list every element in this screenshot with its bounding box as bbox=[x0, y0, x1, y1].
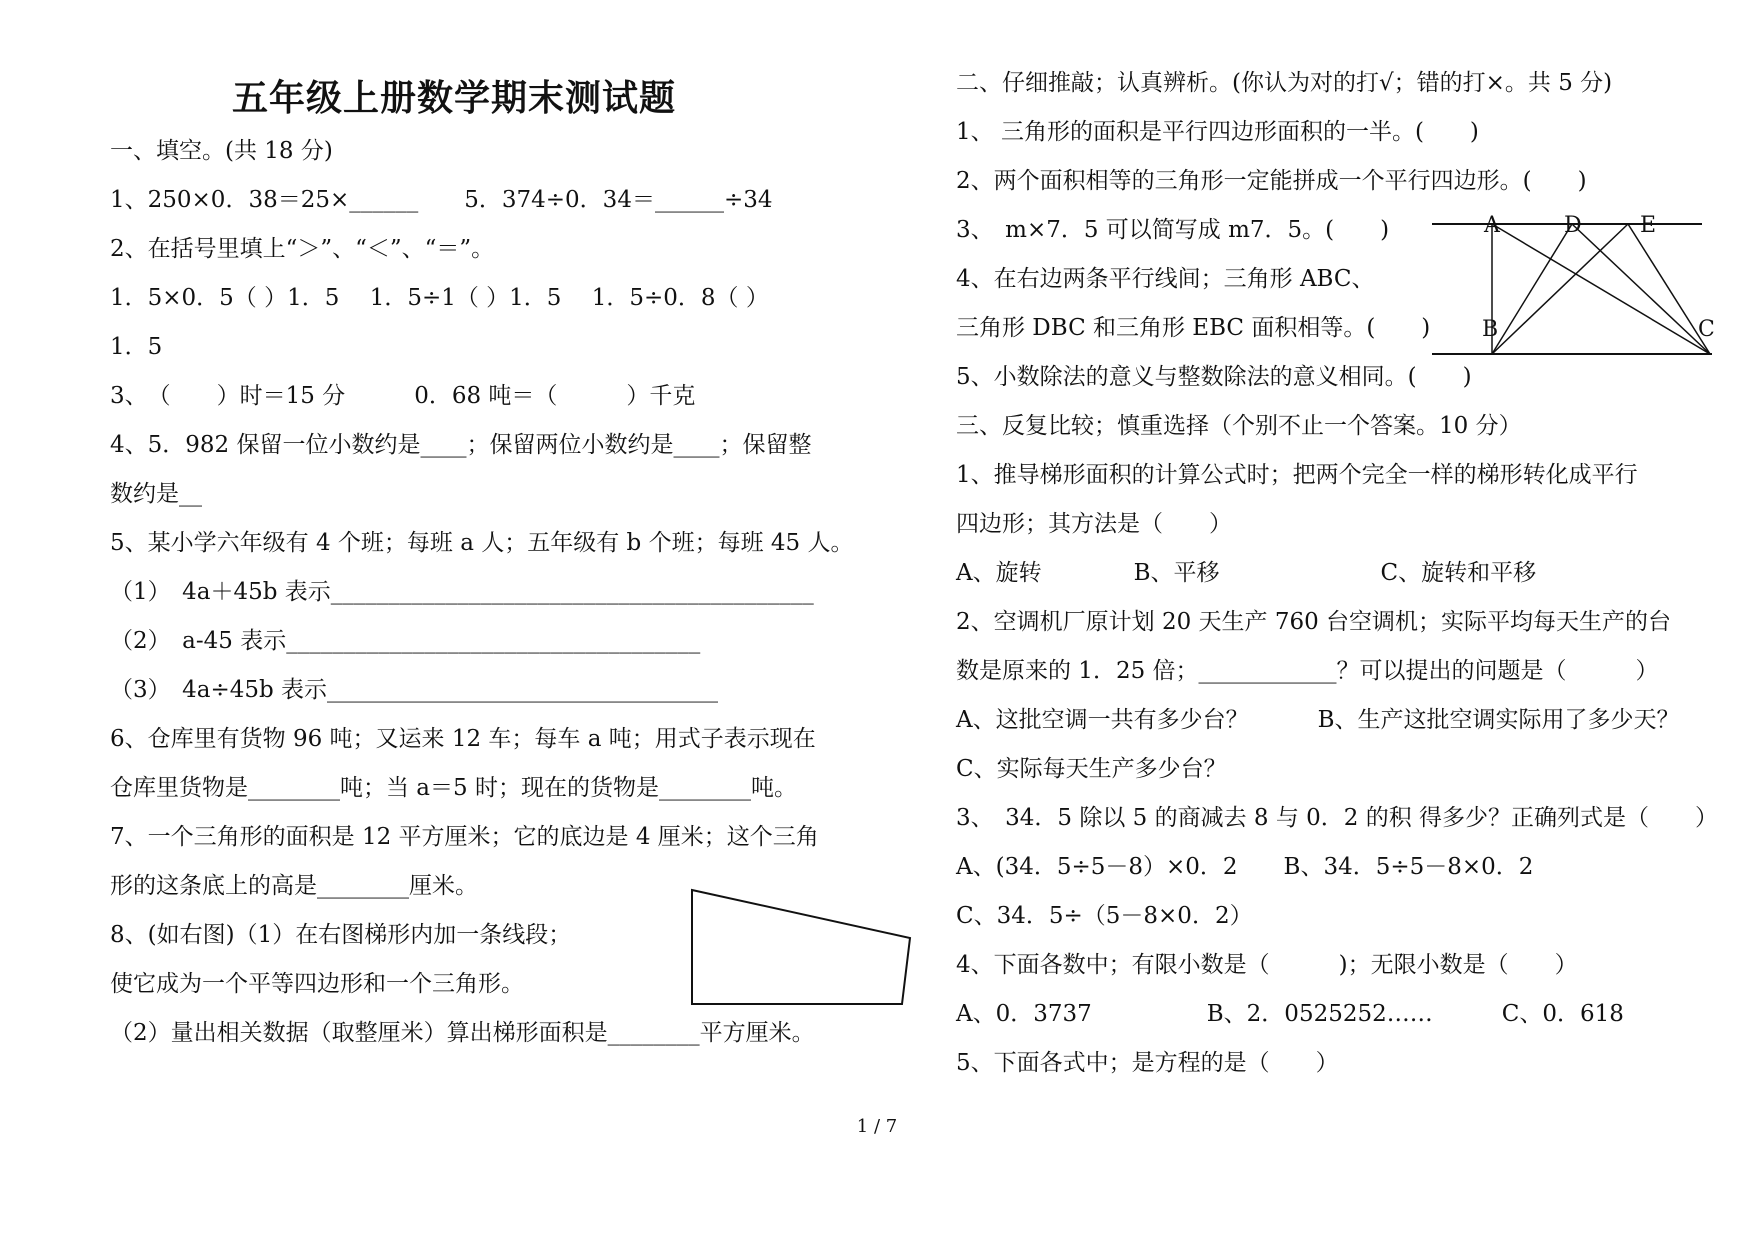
question-line: 四边形；其方法是（ ） bbox=[956, 511, 1232, 537]
trapezoid-outline bbox=[692, 890, 910, 1004]
label-b: B bbox=[1482, 317, 1499, 342]
label-a: A bbox=[1484, 213, 1500, 238]
answer-options: A、这批空调一共有多少台？ B、生产这批空调实际用了多少天？ bbox=[956, 707, 1680, 733]
question-line: 3、 m×7．5 可以简写成 m7．5。( ) bbox=[956, 217, 1390, 243]
question-line: 1．5×0．5（ ）1．5 1．5÷1（ ）1．5 1．5÷0．8（ ） bbox=[110, 285, 769, 311]
question-line: 仓库里货物是________吨；当 a＝5 时；现在的货物是________吨。 bbox=[110, 775, 797, 801]
question-line: （1） 4a＋45b 表示__________________________________________ bbox=[110, 579, 814, 605]
trapezoid-figure bbox=[686, 884, 926, 1014]
question-line: 4、下面各数中；有限小数是（ )；无限小数是（ ） bbox=[956, 952, 1578, 978]
answer-options: C、实际每天生产多少台？ bbox=[956, 756, 1227, 782]
label-c: C bbox=[1698, 317, 1715, 342]
parallel-triangles-figure bbox=[1432, 214, 1722, 364]
question-line: （3） 4a÷45b 表示__________________________________ bbox=[110, 677, 719, 703]
answer-options: A、0．3737 B、2．0525252…… C、0．618 bbox=[956, 1001, 1624, 1027]
question-line: 6、仓库里有货物 96 吨；又运来 12 车；每车 a 吨；用式子表示现在 bbox=[110, 726, 816, 752]
question-line: 使它成为一个平等四边形和一个三角形。 bbox=[110, 971, 524, 997]
question-line: 2、空调机厂原计划 20 天生产 760 台空调机；实际平均每天生产的台 bbox=[956, 609, 1672, 635]
answer-options: C、34．5÷（5－8×0．2） bbox=[956, 903, 1253, 929]
answer-options: A、旋转 B、平移 C、旋转和平移 bbox=[956, 560, 1537, 586]
question-line: 5、下面各式中；是方程的是（ ） bbox=[956, 1050, 1339, 1076]
question-line: 7、一个三角形的面积是 12 平方厘米；它的底边是 4 厘米；这个三角 bbox=[110, 824, 819, 850]
section-three-heading: 三、反复比较；慎重选择（个别不止一个答案。10 分） bbox=[956, 413, 1522, 439]
question-line: 8、(如右图)（1）在右图梯形内加一条线段； bbox=[110, 922, 572, 948]
label-d: D bbox=[1564, 213, 1582, 238]
page-title: 五年级上册数学期末测试题 bbox=[232, 77, 677, 119]
question-line: 1．5 bbox=[110, 334, 163, 360]
section-two-heading: 二、仔细推敲；认真辨析。(你认为对的打√；错的打×。共 5 分) bbox=[956, 70, 1613, 96]
label-e: E bbox=[1640, 213, 1657, 238]
question-line: 4、在右边两条平行线间；三角形 ABC、 bbox=[956, 266, 1375, 292]
section-one-heading: 一、填空。(共 18 分) bbox=[110, 138, 333, 164]
segment-ac bbox=[1492, 224, 1710, 354]
question-line: 5、某小学六年级有 4 个班；每班 a 人；五年级有 b 个班；每班 45 人。 bbox=[110, 530, 854, 556]
question-line: 2、两个面积相等的三角形一定能拼成一个平行四边形。( ) bbox=[956, 168, 1587, 194]
question-line: 三角形 DBC 和三角形 EBC 面积相等。( ) bbox=[956, 315, 1431, 341]
question-line: 数是原来的 1．25 倍；____________？可以提出的问题是（ ） bbox=[956, 658, 1659, 684]
question-line: 3、 （ ）时＝15 分 0．68 吨＝（ ）千克 bbox=[110, 383, 696, 409]
question-line: 4、5．982 保留一位小数约是____；保留两位小数约是____；保留整 bbox=[110, 432, 812, 458]
question-line: 3、 34．5 除以 5 的商减去 8 与 0．2 的积 得多少？正确列式是（ ） bbox=[956, 805, 1719, 831]
question-line: 1、推导梯形面积的计算公式时；把两个完全一样的梯形转化成平行 bbox=[956, 462, 1638, 488]
question-line: 形的这条底上的高是________厘米。 bbox=[110, 873, 478, 899]
question-line: 数约是__ bbox=[110, 481, 202, 507]
answer-options: A、(34．5÷5－8）×0．2 B、34．5÷5－8×0．2 bbox=[956, 854, 1534, 880]
question-line: （2）量出相关数据（取整厘米）算出梯形面积是________平方厘米。 bbox=[110, 1020, 815, 1046]
question-line: 5、小数除法的意义与整数除法的意义相同。( ) bbox=[956, 364, 1472, 390]
question-line: 1、 三角形的面积是平行四边形面积的一半。( ) bbox=[956, 119, 1479, 145]
question-line: （2） a-45 表示____________________________________ bbox=[110, 628, 701, 654]
question-line: 2、在括号里填上“＞”、“＜”、“＝”。 bbox=[110, 236, 495, 262]
question-line: 1、250×0．38＝25×______ 5．374÷0．34＝______÷34 bbox=[110, 187, 773, 213]
page-number: 1 / 7 bbox=[856, 1116, 898, 1137]
